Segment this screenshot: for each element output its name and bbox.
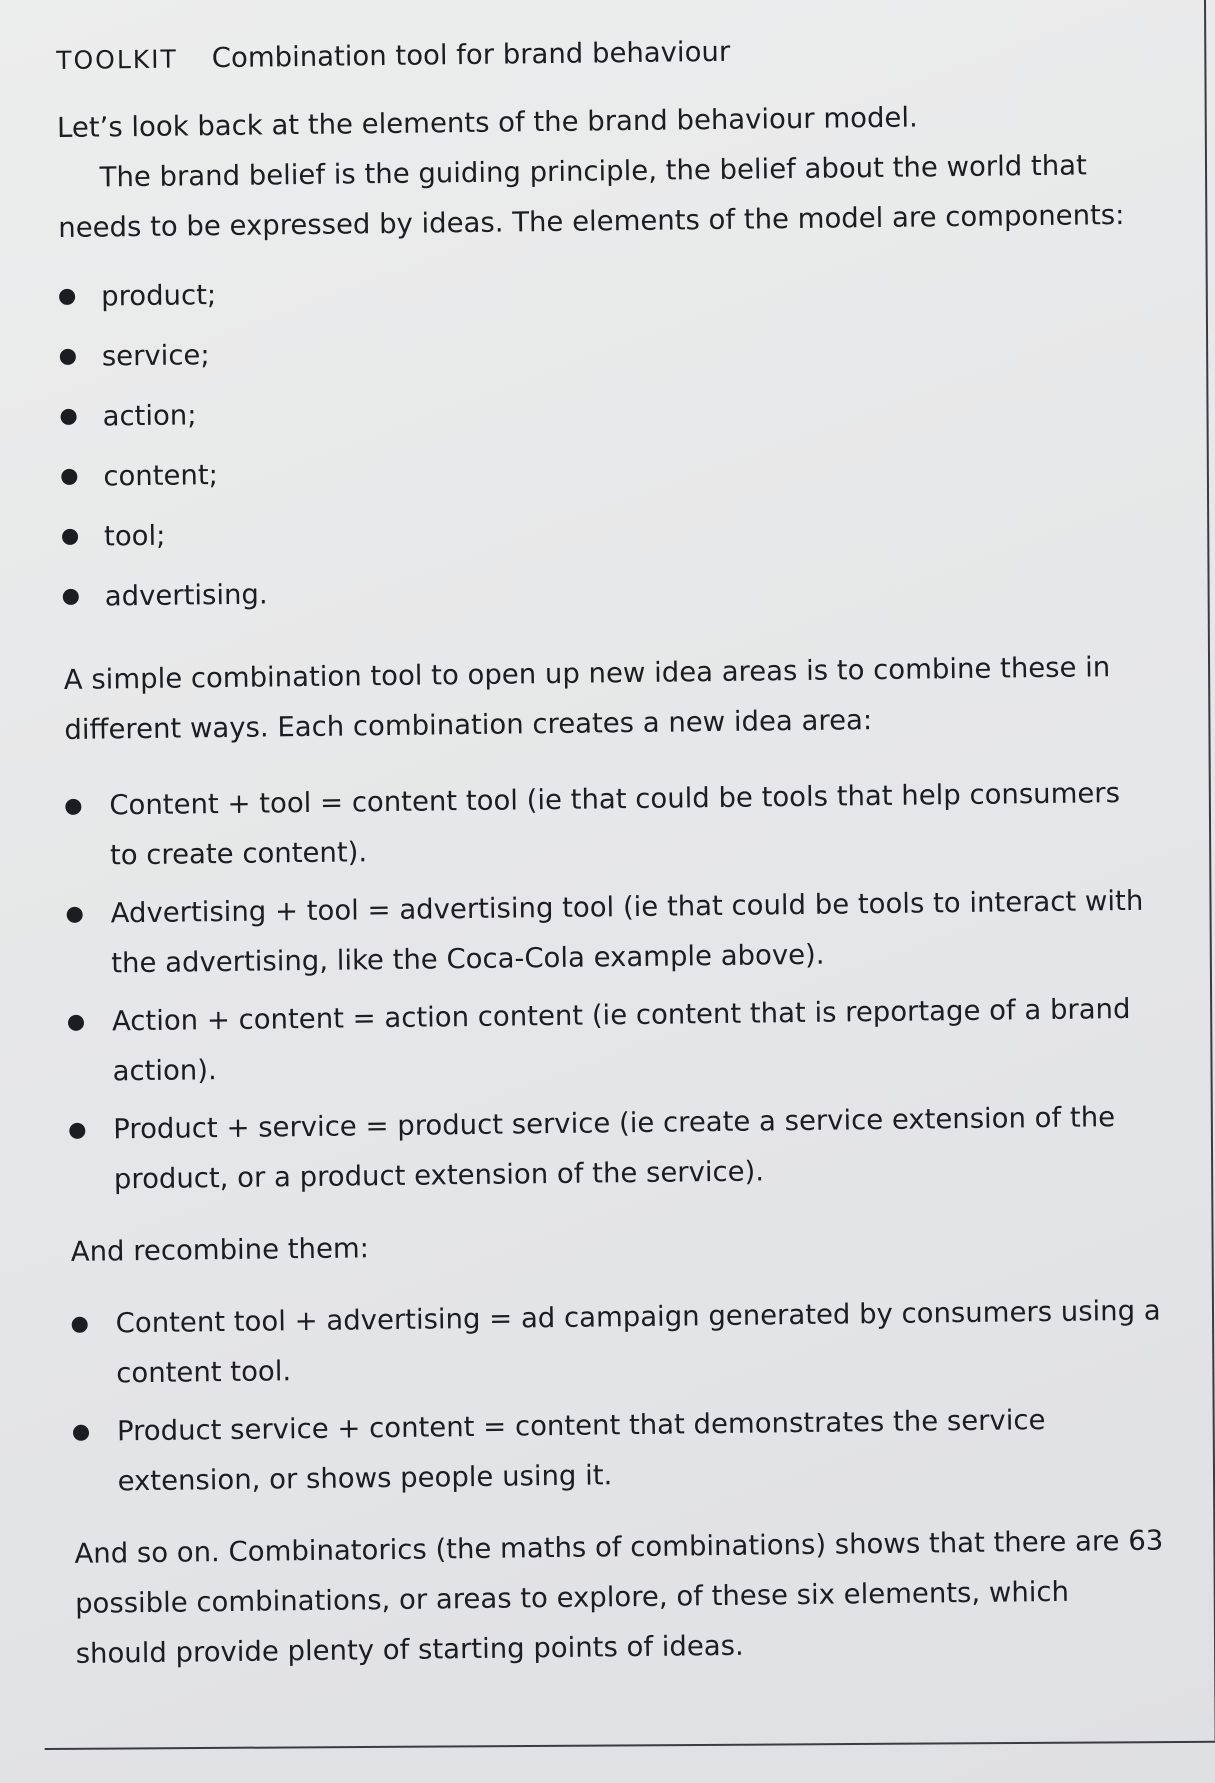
intro-line: Let’s look back at the elements of the brand behaviour model. [56, 101, 918, 144]
list-item [68, 984, 1159, 1097]
list-item [65, 768, 1156, 881]
list-item [73, 1394, 1164, 1507]
list-item-text: Product + service = product service (ie create a service extension of the product, or a product extension of the service). [113, 1101, 1116, 1196]
list-item [69, 1092, 1160, 1205]
list-item-text: service; [101, 339, 210, 373]
toolkit-content [56, 27, 1166, 1679]
bullet-icon [73, 1425, 89, 1441]
intro-paragraph: The brand belief is the guiding principle, the belief about the world that needs to be expressed by ideas. The elements of the model are components: [58, 149, 1125, 244]
bullet-icon [67, 907, 83, 923]
toolkit-title: Combination tool for brand behaviour [211, 35, 731, 75]
list-item-text: Product service + content = content that demonstrates the service extension, or shows people using it. [116, 1404, 1046, 1498]
bullet-icon [63, 589, 79, 605]
combinations-list [65, 768, 1160, 1205]
list-item-text: advertising. [104, 578, 268, 613]
bullet-icon [72, 1317, 88, 1333]
components-list [59, 254, 1153, 627]
bullet-icon [62, 529, 78, 545]
combine-intro: A simple combination tool to open up new idea areas is to combine these in different ways. Each combination creates a new idea area: [63, 651, 1111, 746]
list-item-text: content; [103, 459, 219, 493]
bullet-icon [61, 409, 77, 425]
toolkit-label: TOOLKIT [56, 44, 179, 75]
list-item [66, 876, 1157, 989]
list-item-text: Action + content = action content (ie content that is reportage of a brand action). [111, 992, 1131, 1088]
recombine-intro: And recombine them: [70, 1232, 370, 1268]
bullet-icon [65, 799, 81, 815]
list-item-text: Advertising + tool = advertising tool (ie that could be tools to interact with the advertising, like the Coca-Cola example above). [110, 884, 1144, 980]
recombinations-list [71, 1286, 1163, 1507]
closing-paragraph: And so on. Combinatorics (the maths of combinations) shows that there are 63 possible combinations, or areas to explore, of these six elements, which should provide plenty of starting points of ideas. [74, 1524, 1164, 1670]
list-item-text: action; [102, 399, 197, 433]
list-item [71, 1286, 1162, 1399]
bullet-icon [61, 469, 77, 485]
bullet-icon [59, 289, 75, 305]
bullet-icon [69, 1123, 85, 1139]
list-item-text: Content tool + advertising = ad campaign generated by consumers using a content tool. [115, 1294, 1161, 1390]
bullet-icon [68, 1015, 84, 1031]
list-item-text: product; [100, 279, 217, 313]
list-item-text: tool; [103, 519, 166, 553]
list-item [62, 554, 1153, 627]
list-item-text: Content + tool = content tool (ie that could be tools that help consumers to create content). [109, 777, 1121, 872]
bullet-icon [60, 349, 76, 365]
